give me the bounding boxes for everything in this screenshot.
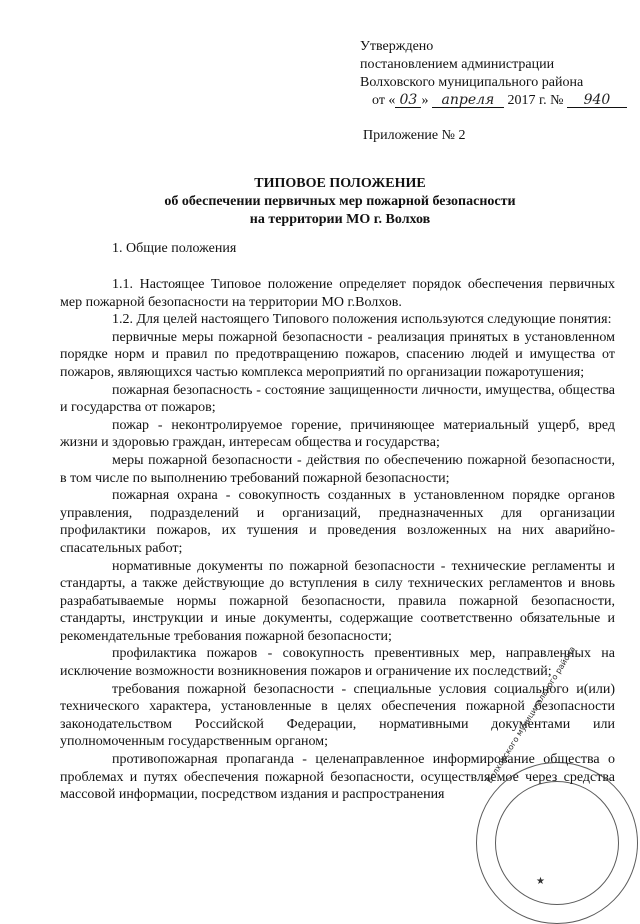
handwritten-number: 940 — [567, 93, 627, 108]
approval-date-line — [360, 92, 630, 110]
paragraph: требования пожарной безопасности - специальные условия социального и(или) технического характера, установленные в целях обеспечения пожарной безопасности законодательством Российской Федерации, нормативными документами или уполномоченным государственным органом; — [60, 681, 615, 750]
stamp-star-icon: ★ — [536, 876, 545, 887]
approval-line-3: Волховского муниципального района — [360, 75, 584, 90]
title-line-2: об обеспечении первичных мер пожарной безопасности — [164, 194, 516, 209]
paragraph: профилактика пожаров - совокупность превентивных мер, направленных на исключение возможности возникновения пожаров и ограничение их последствий; — [60, 646, 615, 680]
date-prefix: от « — [372, 93, 396, 108]
paragraph: меры пожарной безопасности - действия по обеспечению пожарной безопасности, в том числе по выполнению требований пожарной безопасности; — [60, 452, 615, 486]
stamp-text: Волховского муниципального района — [485, 644, 578, 785]
paragraph: пожар - неконтролируемое горение, причиняющее материальный ущерб, вред жизни и здоровью граждан, интересам общества и государства; — [60, 417, 615, 451]
paragraph: пожарная безопасность - состояние защищенности личности, имущества, общества и государства от пожаров; — [60, 382, 615, 416]
document-body — [60, 276, 615, 804]
paragraph: противопожарная пропаганда - целенаправленное информирование общества о проблемах и путях обеспечения пожарной безопасности, осуществляемое через средства массовой информации, посредством издания и распространения — [60, 752, 615, 803]
paragraph: нормативные документы по пожарной безопасности - технические регламенты и стандарты, а также действующие до вступления в силу технических регламентов и вновь разрабатываемые нормы пожарной безопасности, правила пожарной безопасности, стандарты, инструкции и иные документы, содержащие соответственно обязательные и рекомендательные требования пожарной безопасности; — [60, 558, 615, 644]
paragraph: первичные меры пожарной безопасности - реализация принятых в установленном порядке норм и правил по предотвращению пожаров, спасению людей и имущества от пожаров, являющихся частью комплекса мероприятий по организации пожаротушения; — [60, 329, 615, 380]
paragraph: пожарная охрана - совокупность созданных в установленном порядке органов управления, подразделений и организаций, предназначенных для организации профилактики пожаров, их тушения и проведения возложенных на них аварийно-спасательных работ; — [60, 488, 615, 556]
paragraph: 1.2. Для целей настоящего Типового положения используются следующие понятия: — [112, 312, 612, 328]
approval-line-1: Утверждено — [360, 39, 434, 54]
approval-line-2: постановлением администрации — [360, 57, 555, 72]
paragraph: 1.1. Настоящее Типовое положение определяет порядок обеспечения первичных мер пожарной безопасности на территории МО г.Волхов. — [60, 277, 615, 310]
date-year: 2017 г. № — [507, 93, 564, 108]
title-line-3: на территории МО г. Волхов — [249, 212, 431, 227]
title-line-1: ТИПОВОЕ ПОЛОЖЕНИЕ — [254, 176, 426, 191]
date-separator: » — [421, 93, 429, 108]
approval-block — [360, 38, 630, 110]
document-title — [80, 175, 600, 229]
appendix-label: Приложение № 2 — [363, 128, 466, 143]
section-heading: 1. Общие положения — [112, 241, 237, 256]
handwritten-month: апреля — [432, 93, 504, 108]
handwritten-day: 03 — [395, 93, 421, 108]
